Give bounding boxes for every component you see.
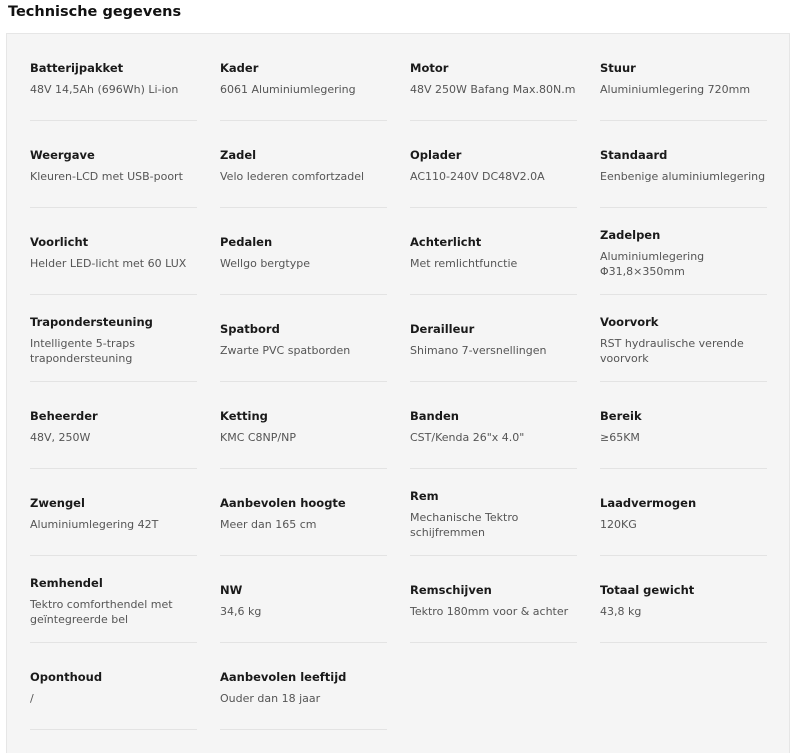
spec-item (410, 34, 577, 121)
spec-label: Bereik (600, 409, 642, 423)
spec-item (600, 469, 767, 556)
spec-label: Remschijven (410, 583, 492, 597)
spec-value: 48V 14,5Ah (696Wh) Li-ion (30, 83, 179, 96)
spec-row (30, 295, 790, 382)
spec-value: Mechanische Tektro schijfremmen (410, 510, 519, 539)
spec-label: Ketting (220, 409, 268, 423)
spec-item (220, 208, 387, 295)
spec-value: 6061 Aluminiumlegering (220, 83, 356, 96)
spec-value: Helder LED-licht met 60 LUX (30, 257, 187, 270)
spec-label: Stuur (600, 61, 636, 75)
spec-label: Laadvermogen (600, 496, 697, 510)
specs-panel (6, 33, 790, 753)
spec-value: 48V, 250W (30, 431, 91, 444)
spec-item (600, 382, 767, 469)
spec-item (410, 295, 577, 382)
spec-item (30, 643, 197, 730)
spec-label: Pedalen (220, 235, 273, 249)
spec-label: Rem (410, 488, 439, 503)
spec-row (30, 469, 790, 556)
spec-item (30, 556, 197, 643)
spec-value: Tektro comforthendel met geïntegreerde bel (30, 597, 173, 626)
spec-empty-cell (600, 643, 767, 730)
spec-item (220, 643, 387, 730)
spec-item (600, 34, 767, 121)
spec-row (30, 643, 790, 730)
specs-grid (30, 34, 790, 730)
spec-item (220, 556, 387, 643)
spec-label: Trapondersteuning (30, 314, 153, 329)
spec-label: Banden (410, 409, 459, 423)
spec-label: Motor (410, 61, 449, 75)
spec-label: Remhendel (30, 575, 103, 590)
spec-item (30, 208, 197, 295)
spec-label: Totaal gewicht (600, 583, 695, 597)
spec-label: NW (220, 583, 243, 597)
spec-label: Aanbevolen leeftijd (220, 670, 347, 684)
spec-value: AC110-240V DC48V2.0A (410, 170, 545, 183)
spec-row (30, 121, 790, 208)
spec-label: Voorlicht (30, 235, 89, 249)
spec-value: CST/Kenda 26"x 4.0" (410, 431, 525, 444)
spec-value: Meer dan 165 cm (220, 518, 317, 531)
spec-row (30, 382, 790, 469)
spec-label: Oplader (410, 148, 462, 162)
page-title: Technische gegevens (8, 4, 182, 20)
spec-item (410, 208, 577, 295)
spec-label: Aanbevolen hoogte (220, 496, 346, 510)
spec-value: RST hydraulische verende voorvork (600, 336, 744, 365)
spec-item (220, 34, 387, 121)
spec-label: Oponthoud (30, 670, 103, 684)
spec-label: Zwengel (30, 496, 85, 510)
spec-item (30, 295, 197, 382)
spec-label: Batterijpakket (30, 61, 124, 75)
spec-value: 34,6 kg (220, 605, 262, 618)
spec-item (600, 556, 767, 643)
spec-row (30, 34, 790, 121)
spec-value: Eenbenige aluminiumlegering (600, 170, 766, 183)
spec-value: 48V 250W Bafang Max.80N.m (410, 83, 576, 96)
spec-value: / (30, 692, 34, 705)
spec-value: ≥65KM (600, 431, 640, 444)
spec-item (410, 469, 577, 556)
spec-value: 120KG (600, 518, 637, 531)
spec-label: Zadel (220, 148, 257, 162)
spec-label: Kader (220, 61, 259, 75)
spec-value: Aluminiumlegering Φ31,8×350mm (600, 249, 705, 278)
spec-item (220, 121, 387, 208)
spec-label: Voorvork (600, 314, 659, 329)
spec-item (600, 121, 767, 208)
spec-value: Aluminiumlegering 42T (30, 518, 159, 531)
spec-value: Velo lederen comfortzadel (220, 170, 365, 183)
spec-label: Standaard (600, 148, 668, 162)
spec-value: 43,8 kg (600, 605, 642, 618)
spec-item (220, 469, 387, 556)
spec-item (30, 34, 197, 121)
spec-row (30, 556, 790, 643)
spec-value: Tektro 180mm voor & achter (410, 605, 569, 618)
spec-row (30, 208, 790, 295)
spec-empty-cell (410, 643, 577, 730)
spec-item (220, 382, 387, 469)
spec-item (30, 121, 197, 208)
spec-item (410, 556, 577, 643)
spec-value: Ouder dan 18 jaar (220, 692, 321, 705)
spec-value: Shimano 7-versnellingen (410, 344, 547, 357)
spec-value: Wellgo bergtype (220, 257, 310, 270)
spec-item (30, 382, 197, 469)
spec-item (220, 295, 387, 382)
spec-label: Derailleur (410, 322, 475, 336)
spec-label: Spatbord (220, 322, 280, 336)
spec-item (30, 469, 197, 556)
spec-value: Intelligente 5-traps trapondersteuning (30, 336, 136, 365)
spec-value: KMC C8NP/NP (220, 431, 296, 444)
spec-value: Kleuren-LCD met USB-poort (30, 170, 183, 183)
spec-label: Weergave (30, 148, 95, 162)
spec-label: Achterlicht (410, 235, 482, 249)
spec-item (600, 295, 767, 382)
spec-item (600, 208, 767, 295)
spec-value: Aluminiumlegering 720mm (600, 83, 751, 96)
spec-value: Zwarte PVC spatborden (220, 344, 351, 357)
spec-label: Zadelpen (600, 227, 661, 242)
spec-label: Beheerder (30, 409, 98, 423)
spec-item (410, 382, 577, 469)
spec-item (410, 121, 577, 208)
spec-value: Met remlichtfunctie (410, 257, 518, 270)
